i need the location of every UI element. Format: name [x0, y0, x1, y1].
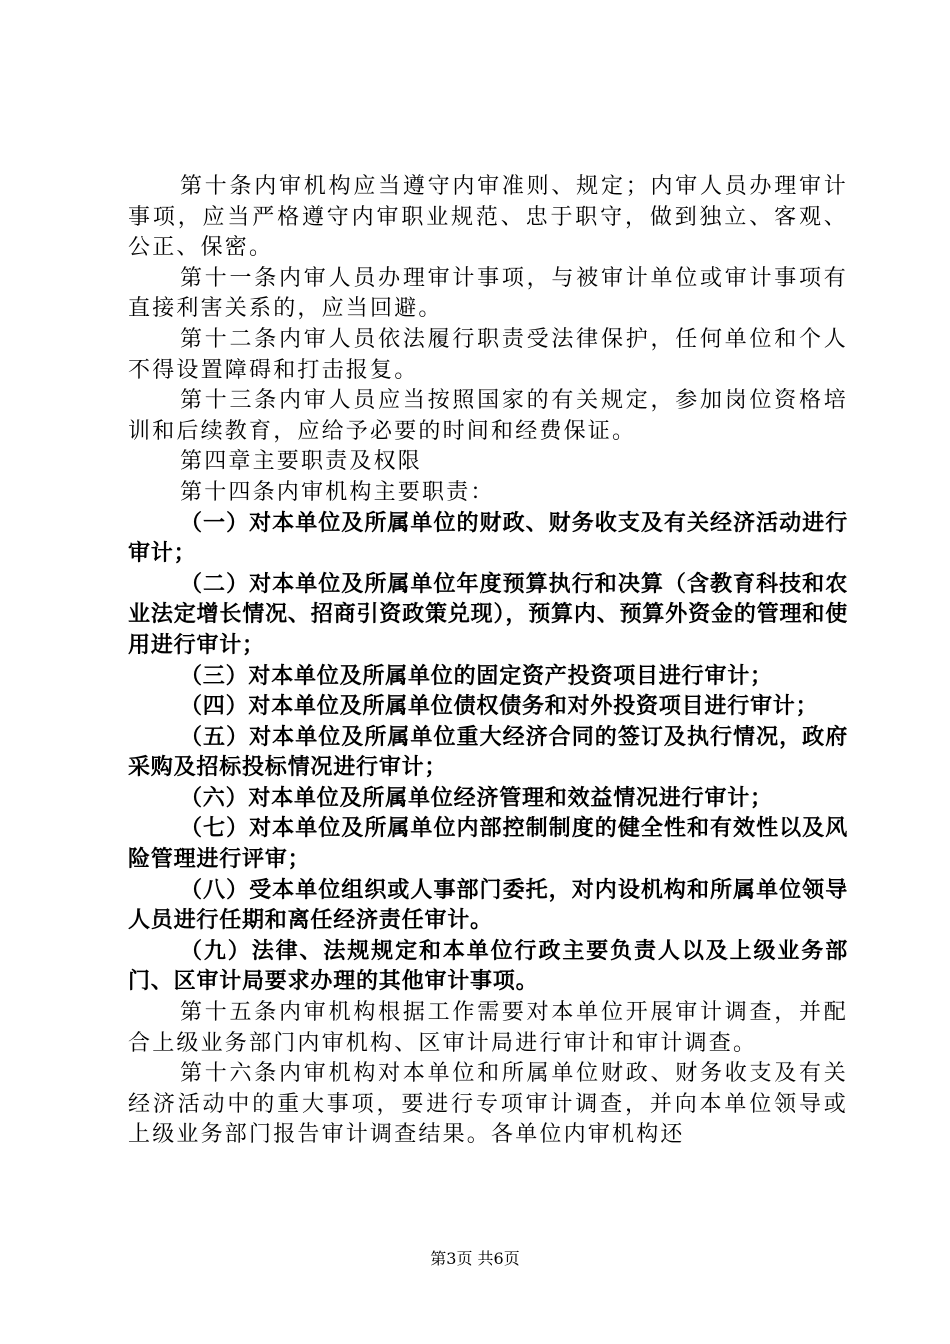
- paragraph-article-11: 第十一条内审人员办理审计事项，与被审计单位或审计事项有直接利害关系的，应当回避。: [128, 265, 848, 322]
- paragraph-article-13: 第十三条内审人员应当按照国家的有关规定，参加岗位资格培训和后续教育，应给予必要的时间和经费保证。: [128, 388, 848, 444]
- list-item-3: （三）对本单位及所属单位的固定资产投资项目进行审计；: [180, 663, 773, 689]
- paragraph-article-12: 第十二条内审人员依法履行职责受法律保护，任何单位和个人不得设置障碍和打击报复。: [128, 326, 848, 383]
- list-item-5: （五）对本单位及所属单位重大经济合同的签订及执行情况，政府采购及招标投标情况进行审计；: [128, 724, 848, 781]
- paragraph-article-10: 第十条内审机构应当遵守内审准则、规定；内审人员办理审计事项，应当严格遵守内审职业规范、忠于职守，做到独立、客观、公正、保密。: [128, 174, 848, 261]
- page-number-footer: 第3页 共6页: [430, 1249, 520, 1268]
- paragraph-article-15: 第十五条内审机构根据工作需要对本单位开展审计调查，并配合上级业务部门内审机构、区审计局进行审计和审计调查。: [128, 1000, 848, 1056]
- list-item-7: （七）对本单位及所属单位内部控制制度的健全性和有效性以及风险管理进行评审；: [128, 816, 848, 873]
- paragraph-article-14: 第十四条内审机构主要职责：: [180, 479, 495, 505]
- list-item-2: （二）对本单位及所属单位年度预算执行和决算（含教育科技和农业法定增长情况、招商引资政策兑现），预算内、预算外资金的管理和使用进行审计；: [128, 571, 848, 658]
- list-item-1: （一）对本单位及所属单位的财政、财务收支及有关经济活动进行审计；: [128, 510, 848, 567]
- list-item-4: （四）对本单位及所属单位债权债务和对外投资项目进行审计；: [180, 694, 819, 720]
- list-item-9: （九）法律、法规规定和本单位行政主要负责人以及上级业务部门、区审计局要求办理的其他审计事项。: [128, 938, 848, 995]
- list-item-8: （八）受本单位组织或人事部门委托，对内设机构和所属单位领导人员进行任期和离任经济责任审计。: [128, 877, 848, 934]
- chapter-heading: 第四章主要职责及权限: [180, 449, 423, 475]
- list-item-6: （六）对本单位及所属单位经济管理和效益情况进行审计；: [180, 785, 773, 811]
- document-body: [128, 172, 848, 1151]
- paragraph-article-16: 第十六条内审机构对本单位和所属单位财政、财务收支及有关经济活动中的重大事项，要进行专项审计调查，并向本单位领导或上级业务部门报告审计调查结果。各单位内审机构还: [128, 1061, 848, 1148]
